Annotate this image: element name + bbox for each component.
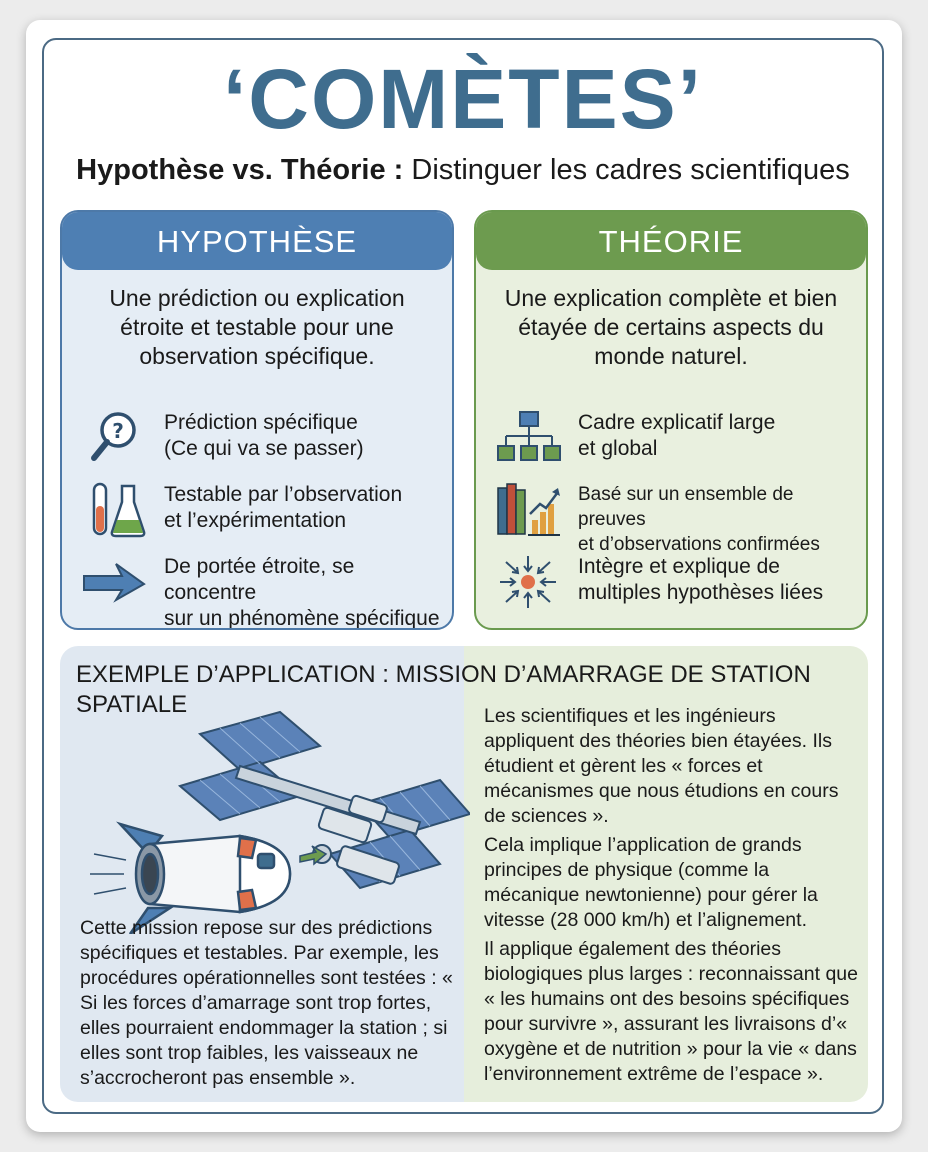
hypothesis-feature-text: Testable par l’observation et l’expérimentation: [164, 483, 403, 532]
theory-card: [474, 210, 868, 630]
example-theory-paragraph: Il applique également des théories biologiques plus larges : reconnaissant que « les humains ont des besoins spécifiques pour survivre », assurant les livraisons d’« oxygène et de nutrition » pour la vie « dans l’environnement extrême de l’espace ».: [484, 938, 858, 1085]
example-hypothesis-text: Cette mission repose sur des prédictions spécifiques et testables. Par exemple, les procédures opérationnelles sont testées : « Si les forces d’amarrage sont trop fortes, elles pourraient endommager la station ; si elles sont trop faibles, les vaisseaux ne s’accrocheront pas ensemble ».: [80, 917, 453, 1089]
test-tube-flask-icon: [78, 480, 150, 540]
spacecraft-docking-illustration: [90, 704, 470, 934]
converging-arrows-icon: [492, 552, 564, 612]
example-theory-paragraph: Cela implique l’application de grands principes de physique (comme la mécanique newtonienne) pour gérer la vitesse (28 000 km/h) et l’alignement.: [484, 834, 818, 931]
example-title: EXEMPLE D’APPLICATION : MISSION D’AMARRAGE DE STATION SPATIALE: [76, 661, 811, 718]
hierarchy-icon: [492, 408, 564, 468]
theory-feature: [492, 480, 858, 555]
page-subtitle: [42, 150, 884, 190]
theory-feature-text: Cadre explicatif large et global: [578, 411, 776, 460]
magnifier-question-icon: [78, 408, 150, 468]
theory-feature-text: Basé sur un ensemble de preuves et d’observations confirmées: [578, 484, 820, 555]
arrow-right-icon: [78, 552, 150, 612]
svg-text:?: ?: [112, 419, 124, 443]
theory-feature-text: Intègre et explique de multiples hypothèses liées: [578, 555, 824, 604]
theory-description: Une explication complète et bien étayée de certains aspects du monde naturel.: [504, 285, 838, 369]
subtitle-rest: Distinguer les cadres scientifiques: [403, 154, 850, 186]
subtitle-bold: Hypothèse vs. Théorie :: [76, 154, 404, 186]
theory-feature: [492, 552, 858, 612]
page-title: ‘COMÈTES’: [222, 52, 704, 146]
hypothesis-heading: HYPOTHÈSE: [62, 212, 452, 270]
hypothesis-feature: [78, 552, 444, 630]
theory-heading: THÉORIE: [476, 212, 866, 270]
hypothesis-card: [60, 210, 454, 630]
hypothesis-feature: [78, 480, 444, 540]
example-theory-text: [484, 704, 864, 1091]
example-section: [60, 646, 868, 1102]
example-theory-paragraph: Les scientifiques et les ingénieurs appliquent des théories bien étayées. Ils étudient et gèrent les « forces et mécanismes que nous étudions en cours de sciences ».: [484, 705, 839, 827]
theory-feature: [492, 408, 858, 468]
hypothesis-feature-text: De portée étroite, se concentre sur un phénomène spécifique: [164, 555, 440, 630]
hypothesis-feature: [78, 408, 444, 468]
hypothesis-feature-text: Prédiction spécifique (Ce qui va se passer): [164, 411, 364, 460]
hypothesis-description: Une prédiction ou explication étroite et testable pour une observation spécifique.: [109, 285, 405, 369]
books-chart-icon: [492, 480, 564, 540]
